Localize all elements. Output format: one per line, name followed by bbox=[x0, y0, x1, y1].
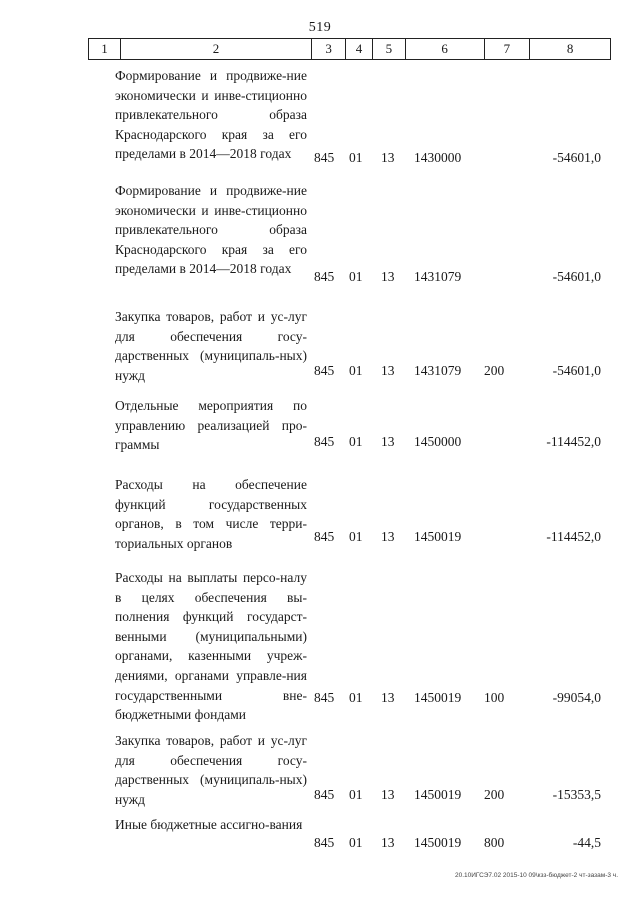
row-description: Иные бюджетные ассигно-вания bbox=[115, 817, 303, 832]
table-row bbox=[115, 731, 615, 811]
row-col4: 01 bbox=[349, 269, 363, 284]
row-col6: 1431079 bbox=[414, 269, 462, 284]
row-col3: 845 bbox=[314, 787, 335, 802]
row-col3: 845 bbox=[314, 529, 335, 544]
row-col3: 845 bbox=[314, 835, 335, 850]
column-header-1: 1 bbox=[89, 39, 121, 59]
table-row bbox=[115, 307, 615, 387]
row-col5: 13 bbox=[381, 269, 395, 284]
row-col5: 13 bbox=[381, 529, 395, 544]
row-col8: -54601,0 bbox=[552, 150, 601, 165]
row-col6: 1450000 bbox=[414, 434, 462, 449]
row-description: Формирование и продвиже-ние экономически и инве-стиционно привлекательного образа Краснодарского края за его пределами в 2014—2018 годах bbox=[115, 183, 307, 277]
row-col5: 13 bbox=[381, 363, 395, 378]
row-col6: 1430000 bbox=[414, 150, 462, 165]
row-col8: -99054,0 bbox=[552, 690, 601, 705]
row-description: Расходы на обеспечение функций государственных органов, в том числе терри-ториальных органов bbox=[115, 477, 307, 551]
row-col6: 1450019 bbox=[414, 690, 462, 705]
row-col4: 01 bbox=[349, 529, 363, 544]
row-col3: 845 bbox=[314, 269, 335, 284]
row-col3: 845 bbox=[314, 690, 335, 705]
row-col6: 1431079 bbox=[414, 363, 462, 378]
row-col4: 01 bbox=[349, 787, 363, 802]
row-col7: 200 bbox=[484, 363, 505, 378]
row-col4: 01 bbox=[349, 363, 363, 378]
row-col8: -44,5 bbox=[572, 835, 601, 850]
table-row bbox=[115, 475, 615, 555]
table-row bbox=[115, 66, 615, 186]
column-header-5: 5 bbox=[373, 39, 406, 59]
page-number: 519 bbox=[308, 20, 332, 35]
column-header-8: 8 bbox=[566, 41, 574, 56]
row-col8: -114452,0 bbox=[546, 529, 601, 544]
row-col7: 800 bbox=[484, 835, 505, 850]
row-col4: 01 bbox=[349, 434, 363, 449]
table-row bbox=[115, 815, 615, 855]
row-description: Формирование и продвиже-ние экономически и инве-стиционно привлекательного образа Краснодарского края за его пределами в 2014—2018 годах bbox=[115, 68, 307, 162]
row-col3: 845 bbox=[314, 363, 335, 378]
row-col8: -114452,0 bbox=[546, 434, 601, 449]
row-col5: 13 bbox=[381, 787, 395, 802]
row-col7: 200 bbox=[484, 787, 505, 802]
row-col8: -54601,0 bbox=[552, 269, 601, 284]
row-description: Расходы на выплаты персо-налу в целях обеспечения вы-полнения функций государст-венными (муниципальными) органами, казенными учреж-дениями, органами управле-ния государственными вне-бюджетными фондами bbox=[115, 570, 307, 723]
column-header-3: 3 bbox=[312, 39, 346, 59]
footer-file-path: 20.10ИГСЭ7.02 2015-10 09\кзз-бюджет-2 чт-зазам-3 ч. bbox=[454, 872, 618, 879]
column-header-7: 7 bbox=[485, 39, 531, 59]
row-col5: 13 bbox=[381, 434, 395, 449]
row-description: Отдельные мероприятия по управлению реализацией про-граммы bbox=[115, 398, 307, 453]
column-header-2: 2 bbox=[121, 39, 312, 59]
row-col6: 1450019 bbox=[414, 787, 462, 802]
table-row bbox=[115, 396, 615, 456]
column-header-6: 6 bbox=[406, 39, 485, 59]
row-col8: -15353,5 bbox=[552, 787, 601, 802]
table-header bbox=[88, 38, 611, 60]
row-col3: 845 bbox=[314, 150, 335, 165]
row-col5: 13 bbox=[381, 835, 395, 850]
row-col6: 1450019 bbox=[414, 835, 462, 850]
row-description: Закупка товаров, работ и ус-луг для обеспечения госу-дарственных (муниципаль-ных) нужд bbox=[115, 309, 307, 383]
row-col3: 845 bbox=[314, 434, 335, 449]
row-col8: -54601,0 bbox=[552, 363, 601, 378]
row-col5: 13 bbox=[381, 150, 395, 165]
row-col4: 01 bbox=[349, 690, 363, 705]
row-col4: 01 bbox=[349, 150, 363, 165]
table-row bbox=[115, 181, 615, 301]
row-col7: 100 bbox=[484, 690, 505, 705]
row-col4: 01 bbox=[349, 835, 363, 850]
table-row bbox=[115, 568, 615, 723]
row-col6: 1450019 bbox=[414, 529, 462, 544]
column-header-4: 4 bbox=[346, 39, 373, 59]
row-col5: 13 bbox=[381, 690, 395, 705]
row-description: Закупка товаров, работ и ус-луг для обеспечения госу-дарственных (муниципаль-ных) нужд bbox=[115, 733, 307, 807]
